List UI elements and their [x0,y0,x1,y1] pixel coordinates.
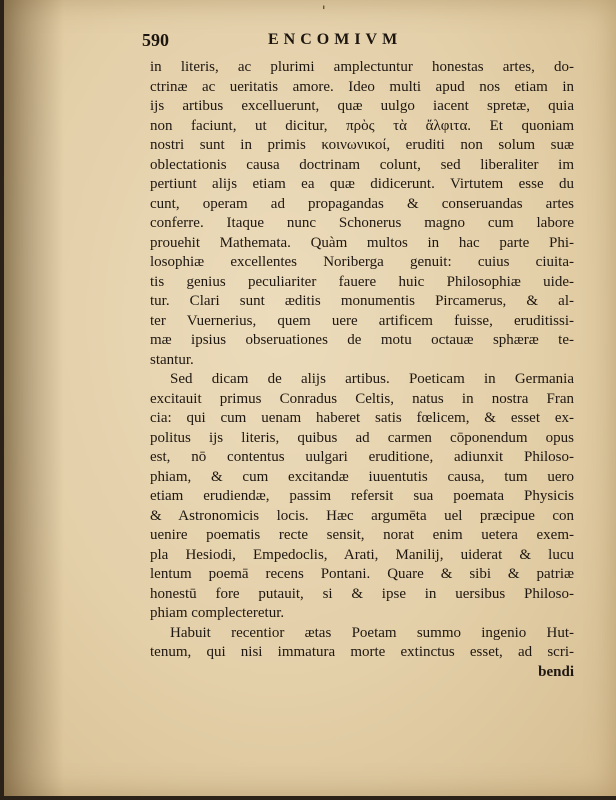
text-line: phiam complecteretur. [150,605,285,621]
text-line: & Astronomicis locis. Hæc argumēta uel præcipue con [150,507,574,524]
page-header [142,30,582,54]
text-line: pla Hesiodi, Empedoclis, Arati, Manilij, uiderat & lucu [150,546,574,563]
text-line: nostri sunt in primis κοινωνικοί, eruditi non solum suæ [150,137,574,153]
text-line: oblectationis causa doctrinam colunt, sed liberaliter im [150,156,574,173]
text-line: losophiæ excellentes Noriberga genuit: cuius ciuita- [150,254,574,270]
running-head: ENCOMIVM [268,31,403,48]
text-line: Sed dicam de alijs artibus. Poeticam in Germania [170,371,574,387]
text-line: uenire poematis recte sensit, norat enim uetera exem- [150,527,574,543]
text-line: lentum poemā recens Pontani. Quare & sibi & patriæ [150,566,574,582]
text-line: mæ ipsius obseruationes de motu octauæ sphæræ te- [150,332,574,348]
text-line: non faciunt, ut dicitur, πρὸς τὰ ἄλφιτα. Et quoniam [150,117,574,134]
body-text [150,58,574,682]
text-line: phiam, & cum excitandæ iuuentutis causa, tum uero [150,468,574,485]
text-line: honestū fore putauit, si & ipse in uersibus Philoso- [150,585,574,602]
text-line: prouehit Mathemata. Quàm multos in hac parte Phi- [150,234,574,251]
text-line: excitauit primus Conradus Celtis, natus in nostra Fran [150,390,574,407]
gutter-shadow [4,0,64,796]
text-line: pertiunt alijs etiam ea quæ didicerunt. Virtutem esse du [150,176,574,192]
page-number: 590 [142,30,169,50]
page-mark: ' [322,4,326,19]
text-line: tenum, qui nisi immatura morte extinctus esset, ad scri- [150,644,574,660]
text-line: est, nō contentus uulgari eruditione, adiunxit Philoso- [150,449,574,465]
text-line: cia: qui cum uenam haberet satis fœlicem, & esset ex- [150,410,574,426]
text-line: conferre. Itaque nunc Schonerus magno cum labore [150,215,574,231]
text-line: tur. Clari sunt æditis monumentis Pircamerus, & al- [150,293,574,309]
text-line: Habuit recentior ætas Poetam summo ingenio Hut- [170,624,574,641]
text-line: politus ijs literis, quibus ad carmen cōponendum opus [150,429,574,446]
text-line: in literis, ac plurimi amplectuntur honestas artes, do- [150,59,574,75]
text-line: cunt, operam ad propagandas & conseruandas artes [150,195,574,212]
text-line: ijs artibus excelluerunt, quæ uulgo iacent spretæ, quia [150,98,574,114]
text-line: etiam erudiendæ, passim refersit sua poemata Physicis [150,488,574,504]
book-page [4,0,616,796]
text-line: ter Vuernerius, quem uere artificem fuisse, eruditissi- [150,312,574,329]
text-line: stantur. [150,351,194,368]
text-line: ctrinæ ac ueritatis amore. Ideo multi apud nos etiam in [150,78,574,95]
catchword: bendi [538,663,574,680]
text-line: tis genius peculiariter fauere huic Philosophiæ uide- [150,273,574,290]
